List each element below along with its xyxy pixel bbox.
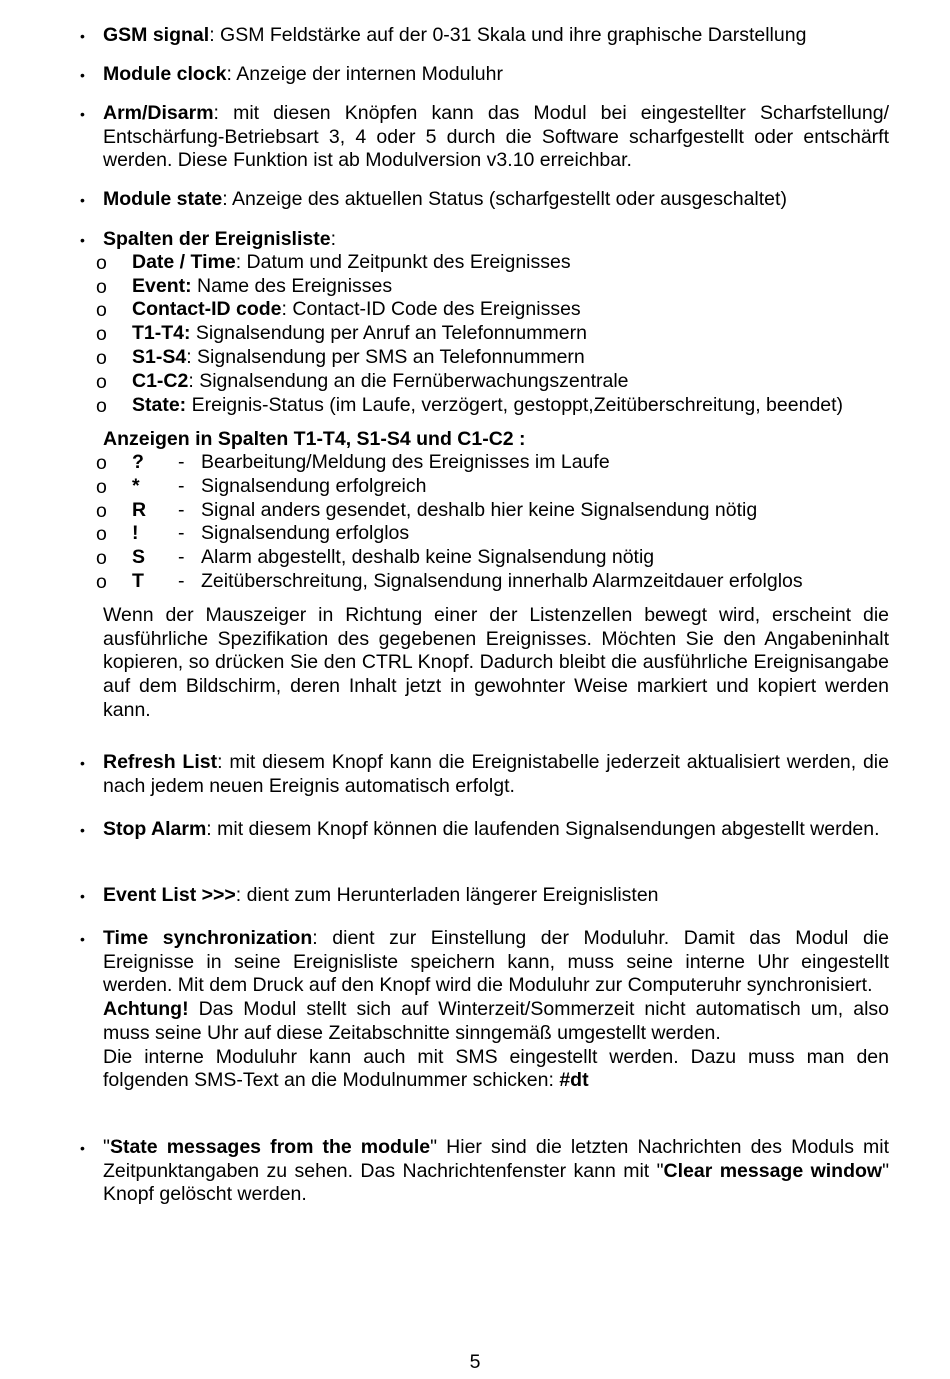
quote: ": [430, 1136, 438, 1158]
term: State messages from the module: [109, 1136, 431, 1158]
page-number: 5: [469, 1351, 481, 1373]
term: Spalten der Ereignisliste: [103, 228, 331, 250]
term: GSM signal: [103, 24, 210, 46]
separator: :: [226, 63, 237, 85]
description: mit diesem Knopf können die laufenden Signalsendungen abgestellt werden.: [217, 818, 880, 840]
separator: :: [206, 818, 218, 840]
bullet: •: [80, 232, 85, 248]
sub-bullet: o: [96, 252, 107, 274]
code-dash: -: [178, 475, 185, 497]
sub-bullet: o: [96, 523, 107, 545]
code-description: Signalsendung erfolglos: [201, 522, 410, 544]
description-end: " Knopf gelöscht werden.: [103, 1159, 890, 1206]
term: Event List >>>: [103, 884, 236, 906]
separator: :: [330, 228, 336, 250]
item-refresh-list: [103, 751, 889, 798]
description: mit diesen Knöpfen kann das Modul bei eingestellter Scharfstellung/ Entschärfung-Betriebsart 3, 4 oder 5 durch die Software scharfgestellt oder entschärft werden. Diese Funktion ist ab Modulversion v3.10 erreichbar.: [103, 102, 889, 172]
term: Module state: [103, 188, 223, 210]
separator: :: [213, 102, 234, 124]
sub-bullet: o: [96, 299, 107, 321]
separator: :: [217, 751, 230, 773]
description: Signalsendung an die Fernüberwachungszentrale: [199, 370, 629, 392]
item-module-clock: [103, 63, 889, 87]
column-event: [132, 275, 892, 299]
bullet: •: [80, 755, 85, 771]
warning-paragraph: [103, 998, 889, 1045]
item-stop-alarm: [103, 818, 889, 842]
code-description: Alarm abgestellt, deshalb keine Signalsendung nötig: [201, 546, 655, 568]
column-contact-id: [132, 298, 892, 322]
sub-bullet: o: [96, 395, 107, 417]
term: Event:: [132, 275, 192, 297]
description: Datum und Zeitpunkt des Ereignisses: [246, 251, 571, 273]
description: dient zum Herunterladen längerer Ereignislisten: [246, 884, 659, 906]
item-state-messages: [103, 1136, 889, 1207]
description: Anzeige der internen Moduluhr: [236, 63, 503, 85]
term: Arm/Disarm: [103, 102, 214, 124]
code-description: Signal anders gesendet, deshalb hier keine Signalsendung nötig: [201, 499, 758, 521]
term: Time synchronization: [103, 927, 313, 949]
sub-bullet: o: [96, 323, 107, 345]
code-dash: -: [178, 451, 185, 473]
warning-text: Das Modul stellt sich auf Winterzeit/Sommerzeit nicht automatisch um, also muss seine Uhr auf diese Zeitabschnitte sinngemäß umgestellt werden.: [103, 998, 889, 1044]
bullet: •: [80, 28, 85, 44]
sub-bullet: o: [96, 571, 107, 593]
description: GSM Feldstärke auf der 0-31 Skala und ihre graphische Darstellung: [220, 24, 807, 46]
bullet: •: [80, 67, 85, 83]
item-gsm-signal: [103, 24, 889, 48]
description: mit diesem Knopf kann die Ereignistabelle jederzeit aktualisiert werden, die nach jedem neuen Ereignis automatisch erfolgt.: [103, 751, 889, 797]
column-t1-t4: [132, 322, 892, 346]
code-dash: -: [178, 522, 185, 544]
codes-heading: [103, 428, 889, 452]
separator: :: [235, 251, 247, 273]
term: State:: [132, 394, 187, 416]
code-description: Zeitüberschreitung, Signalsendung innerhalb Alarmzeitdauer erfolglos: [201, 570, 803, 592]
separator: :: [186, 346, 198, 368]
column-date-time: [132, 251, 892, 275]
separator: :: [188, 370, 200, 392]
code-symbol: !: [132, 522, 139, 544]
code-symbol: S: [132, 546, 146, 568]
sms-text: Die interne Moduluhr kann auch mit SMS eingestellt werden. Dazu muss man den folgenden SMS-Text an die Modulnummer schicken:: [103, 1045, 889, 1092]
sub-bullet: o: [96, 276, 107, 298]
separator: :: [235, 884, 247, 906]
separator: :: [312, 927, 333, 949]
item-arm-disarm: [103, 102, 889, 173]
code-description: Bearbeitung/Meldung des Ereignisses im Laufe: [201, 451, 610, 473]
term: Contact-ID code: [132, 298, 282, 320]
sms-code: #dt: [559, 1069, 589, 1092]
description: Signalsendung per SMS an Telefonnummern: [197, 346, 585, 368]
description: dient zur Einstellung der Moduluhr. Damit das Modul die Ereignisse in seine Ereignisliste speichern kann, muss seine interne Uhr eingestellt werden. Mit dem Druck auf den Knopf wird die Moduluhr zur Computeruhr synchronisiert.: [103, 927, 889, 997]
separator: :: [222, 188, 232, 210]
bullet: •: [80, 822, 85, 838]
bullet: •: [80, 1140, 85, 1156]
code-description: Signalsendung erfolgreich: [201, 475, 427, 497]
bullet: •: [80, 192, 85, 208]
description: Hier sind die letzten Nachrichten des Moduls mit Zeitpunktangaben zu sehen. Das Nachrichtenfenster kann mit ": [103, 1136, 890, 1182]
quote: ": [103, 1136, 110, 1158]
heading-text: Anzeigen in Spalten T1-T4, S1-S4 und C1-C2 :: [103, 428, 526, 450]
sub-bullet: o: [96, 500, 107, 522]
sub-bullet: o: [96, 476, 107, 498]
sub-bullet: o: [96, 371, 107, 393]
separator: :: [281, 298, 293, 320]
item-module-state: [103, 188, 889, 212]
warning-term: Achtung!: [103, 998, 189, 1021]
code-dash: -: [178, 546, 185, 568]
description: Ereignis-Status (im Laufe, verzögert, gestoppt,Zeitüberschreitung, beendet): [191, 394, 844, 416]
term: C1-C2: [132, 370, 189, 392]
sub-bullet: o: [96, 547, 107, 569]
sms-paragraph: [103, 1046, 889, 1093]
term: Refresh List: [103, 751, 218, 773]
item-time-synchronization: [103, 927, 889, 1093]
timesync-paragraph: [103, 927, 889, 998]
mouse-hover-paragraph: Wenn der Mauszeiger in Richtung einer der Listenzellen bewegt wird, erscheint die ausführliche Spezifikation des gegebenen Ereignisses. Möchten Sie den Angabeninhalt kopieren, so drücken Sie den CTRL Knopf. Dadurch bleibt die ausführliche Ereignisangabe auf dem Bildschirm, deren Inhalt jetzt in gewohnter Weise markiert und kopiert werden kann.: [103, 604, 889, 721]
code-symbol: ?: [132, 451, 144, 473]
term: T1-T4:: [132, 322, 191, 344]
sub-bullet: o: [96, 347, 107, 369]
description: Signalsendung per Anruf an Telefonnummern: [195, 322, 587, 344]
column-c1-c2: [132, 370, 892, 394]
column-state: [132, 394, 892, 418]
column-s1-s4: [132, 346, 892, 370]
term: S1-S4: [132, 346, 187, 368]
item-columns-heading: [103, 228, 889, 252]
term: Stop Alarm: [103, 818, 207, 840]
separator: :: [209, 24, 221, 46]
description: Anzeige des aktuellen Status (scharfgestellt oder ausgeschaltet): [231, 188, 787, 210]
code-symbol: R: [132, 499, 147, 521]
term: Date / Time: [132, 251, 236, 273]
code-symbol: *: [132, 475, 140, 497]
code-symbol: T: [132, 570, 144, 592]
description: Name des Ereignisses: [197, 275, 393, 297]
bullet: •: [80, 106, 85, 122]
bullet: •: [80, 931, 85, 947]
code-dash: -: [178, 499, 185, 521]
item-event-list: [103, 884, 889, 908]
sub-bullet: o: [96, 452, 107, 474]
term: Module clock: [103, 63, 227, 85]
bullet: •: [80, 888, 85, 904]
clear-window-term: Clear message window: [663, 1159, 883, 1182]
code-dash: -: [178, 570, 185, 592]
description: Contact-ID Code des Ereignisses: [292, 298, 581, 320]
